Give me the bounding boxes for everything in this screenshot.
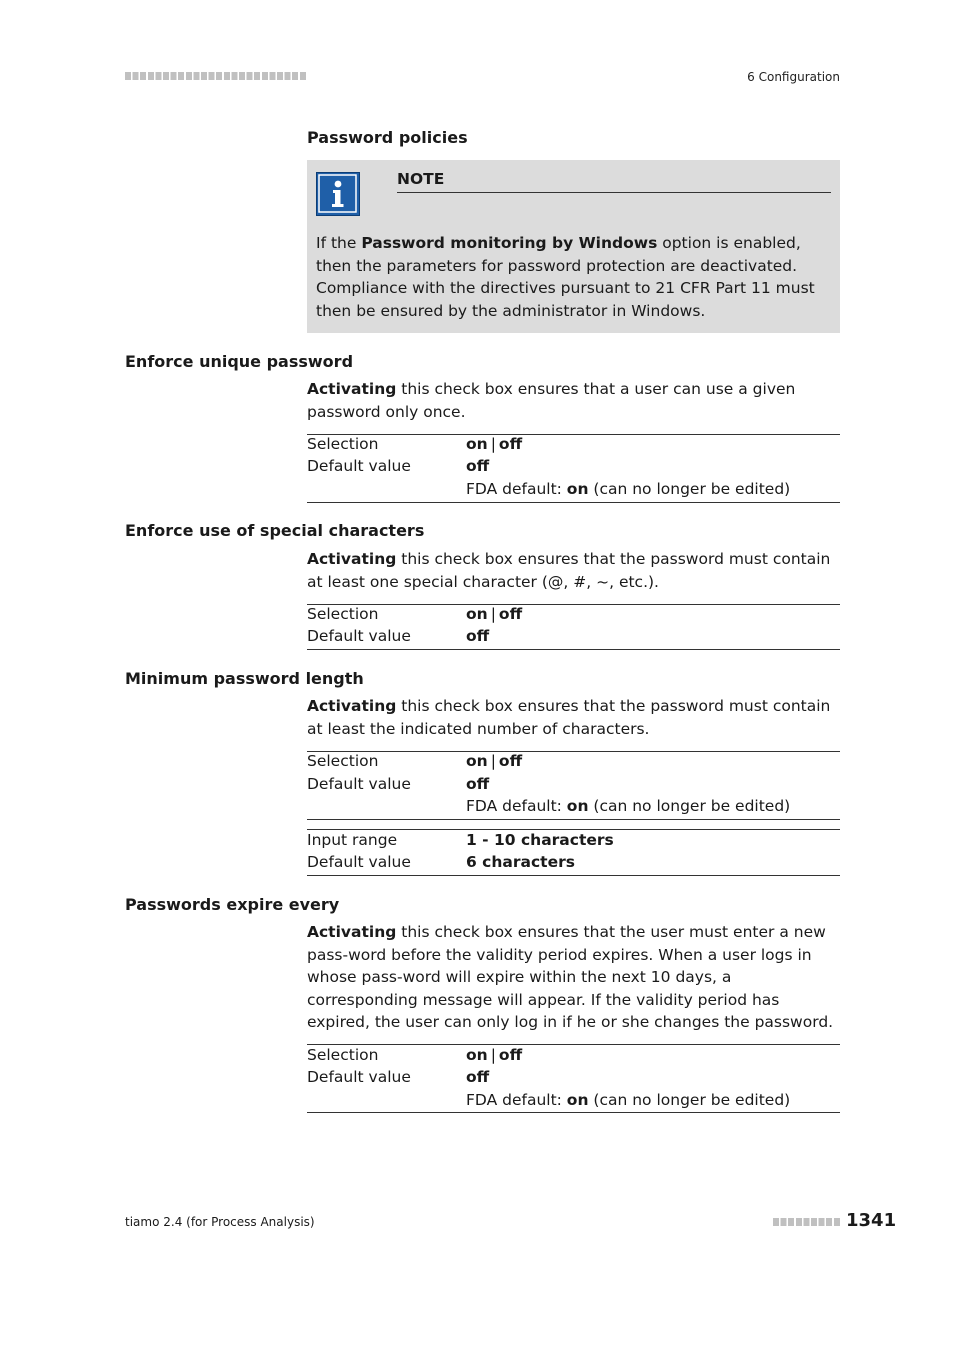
table-rule-top (307, 604, 840, 605)
table-rule-bottom (307, 1112, 840, 1113)
header-dots-decoration (125, 72, 307, 80)
selection-label: Selection (307, 752, 379, 770)
default-value: off (466, 775, 490, 793)
default-value: off (466, 627, 490, 645)
param-title-special-characters: Enforce use of special characters (125, 521, 425, 540)
table-rule-top (307, 1044, 840, 1045)
param-description: Activating this check box ensures that a user can use a given password only once. (307, 380, 796, 421)
selection-value: on | off (466, 1046, 523, 1064)
default-value: 6 characters (466, 853, 575, 871)
header-chapter: 6 Configuration (747, 70, 840, 84)
section-title: Password policies (307, 128, 468, 147)
default-value: off (466, 457, 490, 475)
default-label: Default value (307, 457, 411, 475)
selection-label: Selection (307, 605, 379, 623)
footer-dots-decoration (773, 1218, 840, 1226)
table-rule-bottom (307, 502, 840, 503)
selection-label: Selection (307, 435, 379, 453)
table-rule-bottom (307, 649, 840, 650)
note-text: If the Password monitoring by Windows option is enabled, then the parameters for password protection are deactivated. Compliance with the directives pursuant to 21 CFR Part 11 must then be ensured by the administrator in Windows. (316, 234, 815, 320)
fda-default: FDA default: on (can no longer be edited) (466, 1091, 791, 1109)
note-title: NOTE (397, 170, 445, 188)
input-range-label: Input range (307, 831, 398, 849)
default-label: Default value (307, 853, 411, 871)
table-rule-top (307, 434, 840, 435)
table-rule-bottom (307, 819, 840, 820)
selection-label: Selection (307, 1046, 379, 1064)
param-title-unique-password: Enforce unique password (125, 352, 354, 371)
note-box (307, 160, 840, 333)
param-description: Activating this check box ensures that the user must enter a new pass-word before the validity period expires. When a user logs in whose pass-word will expire within the next 10 days, a corresponding message will appear. If the validity period has expired, the user can only log in if he or she changes the password. (307, 923, 834, 1031)
page-number: 1341 (846, 1210, 897, 1231)
selection-value: on | off (466, 752, 523, 770)
note-option-name: Password monitoring by Windows (361, 234, 658, 252)
selection-value: on | off (466, 435, 523, 453)
fda-default: FDA default: on (can no longer be edited) (466, 480, 791, 498)
table-rule-top (307, 829, 840, 830)
table-rule-top (307, 751, 840, 752)
default-label: Default value (307, 775, 411, 793)
input-range-value: 1 - 10 characters (466, 831, 614, 849)
table-rule-bottom (307, 875, 840, 876)
default-label: Default value (307, 1068, 411, 1086)
default-value: off (466, 1068, 490, 1086)
default-label: Default value (307, 627, 411, 645)
footer-product: tiamo 2.4 (for Process Analysis) (125, 1215, 315, 1229)
param-description: Activating this check box ensures that the password must contain at least the indicated number of characters. (307, 697, 831, 738)
param-title-passwords-expire: Passwords expire every (125, 895, 340, 914)
info-icon (316, 172, 360, 216)
param-title-minimum-length: Minimum password length (125, 669, 364, 688)
fda-default: FDA default: on (can no longer be edited) (466, 797, 791, 815)
selection-value: on | off (466, 605, 523, 623)
note-divider (397, 192, 831, 193)
param-description: Activating this check box ensures that the password must contain at least one special character (@, #, ~, etc.). (307, 550, 831, 591)
